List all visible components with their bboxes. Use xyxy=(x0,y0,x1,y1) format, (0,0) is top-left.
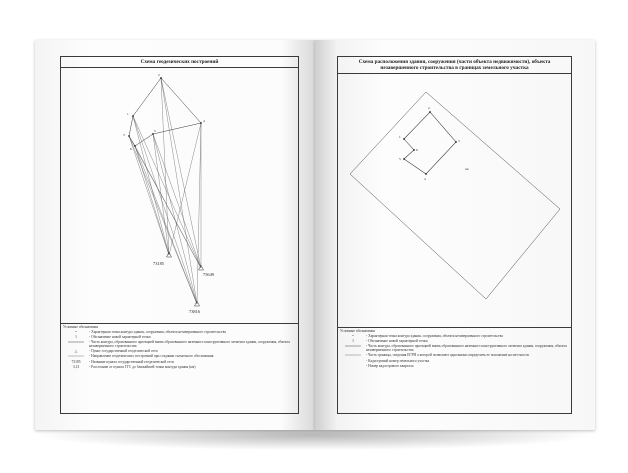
legend-symbol: 1 xyxy=(75,335,77,340)
point-label-2: 2 xyxy=(428,106,430,110)
legend-text: - Обозначение новой характерной точки xyxy=(89,335,151,340)
left-page-title: Схема геодезических построений xyxy=(61,57,298,68)
legend-row xyxy=(63,365,296,369)
point-label-3: 3 xyxy=(123,133,125,137)
plot-note-mark: нж xyxy=(465,167,469,171)
legend-text: - Характерная точка контура здания, сооружения, объекта незавершенного строительства xyxy=(89,330,226,335)
legend-text: - Пункт государственной геодезической сети xyxy=(89,349,158,354)
legend-symbol: • xyxy=(352,334,354,339)
triangle-icon: △ xyxy=(74,349,78,354)
legend-row xyxy=(63,340,296,348)
legend-symbol: • xyxy=(75,330,77,335)
legend-symbol: 1 xyxy=(352,339,354,344)
legend-row xyxy=(340,359,569,363)
legend-text: - Расстояние от пункта ГГС до ближайшей точки контура здания (км) xyxy=(89,365,196,370)
legend-text: - Номер кадастрового квартала xyxy=(366,364,414,369)
point-label-4: 4 xyxy=(424,177,426,181)
point-label-6: 6 xyxy=(416,148,418,152)
legend-line-symbol xyxy=(63,354,89,359)
legend-text: - Обозначение новой характерной точки xyxy=(366,339,428,344)
legend-symbol: 3,13 xyxy=(72,365,80,370)
station-label-73185: 73185 xyxy=(153,261,164,266)
legend-text: - Кадастровый номер земельного участка xyxy=(366,359,430,364)
legend-text: - Направление геодезических построений при создании съемочного обоснования xyxy=(89,354,214,359)
right-legend xyxy=(340,329,569,369)
point-label-1: 1 xyxy=(399,135,401,139)
legend-row xyxy=(340,364,569,368)
legend-line-symbol xyxy=(63,340,89,345)
left-page-frame xyxy=(60,56,299,414)
left-legend xyxy=(63,325,296,370)
station-label-73816: 73816 xyxy=(189,309,200,314)
legend-text: - Часть границы, сведения ЕГРН о которой позволяют однозначно определить ее положение на местности xyxy=(366,353,529,358)
legend-row xyxy=(63,354,296,359)
right-page xyxy=(315,40,595,430)
left-page xyxy=(35,40,315,430)
right-page-title: Схема расположения здания, сооружения (части объекта недвижимости), объекта незавершенного строительства в границах земельного участка xyxy=(338,57,571,74)
station-label-75649: 75649 xyxy=(203,272,214,277)
legend-row xyxy=(340,339,569,343)
point-label-4: 4 xyxy=(203,119,205,123)
point-label-3: 3 xyxy=(458,139,460,143)
point-label-1: 1 xyxy=(127,112,129,116)
legend-text: - Часть контура, образованного проекцией вновь образованного наземного конструктивного элемента здания, сооружения, объекта незавершенного строительства xyxy=(366,344,567,353)
left-legend-divider xyxy=(61,323,298,324)
legend-row xyxy=(63,360,296,364)
legend-text: - Характерная точка контура здания, сооружения, объекта незавершенного строительства xyxy=(366,334,503,339)
legend-row xyxy=(63,349,296,353)
legend-row xyxy=(63,335,296,339)
legend-symbol: 73185 xyxy=(71,360,81,365)
point-label-6: 6 xyxy=(130,147,132,151)
legend-line-symbol xyxy=(340,344,366,349)
point-label-5: 5 xyxy=(154,129,156,133)
legend-row xyxy=(63,330,296,334)
geodetic-scheme-drawing xyxy=(61,68,298,323)
right-page-frame xyxy=(337,56,572,414)
legend-text: - Название пункта государственной геодезической сети xyxy=(89,360,174,365)
legend-row xyxy=(340,334,569,338)
point-label-2: 2 xyxy=(158,73,160,77)
site-plan-drawing xyxy=(338,74,571,327)
legend-row xyxy=(340,353,569,358)
legend-line-symbol xyxy=(340,353,366,358)
right-legend-divider xyxy=(338,327,571,328)
left-legend-heading: Условные обозначения xyxy=(63,325,98,329)
legend-row xyxy=(340,344,569,352)
legend-text: - Часть контура, образованного проекцией вновь образованного наземного конструктивного элемента здания, сооружения, объекта незавершенного строительства xyxy=(89,340,290,349)
right-legend-heading: Условные обозначения xyxy=(340,329,375,333)
point-label-5: 5 xyxy=(399,157,401,161)
